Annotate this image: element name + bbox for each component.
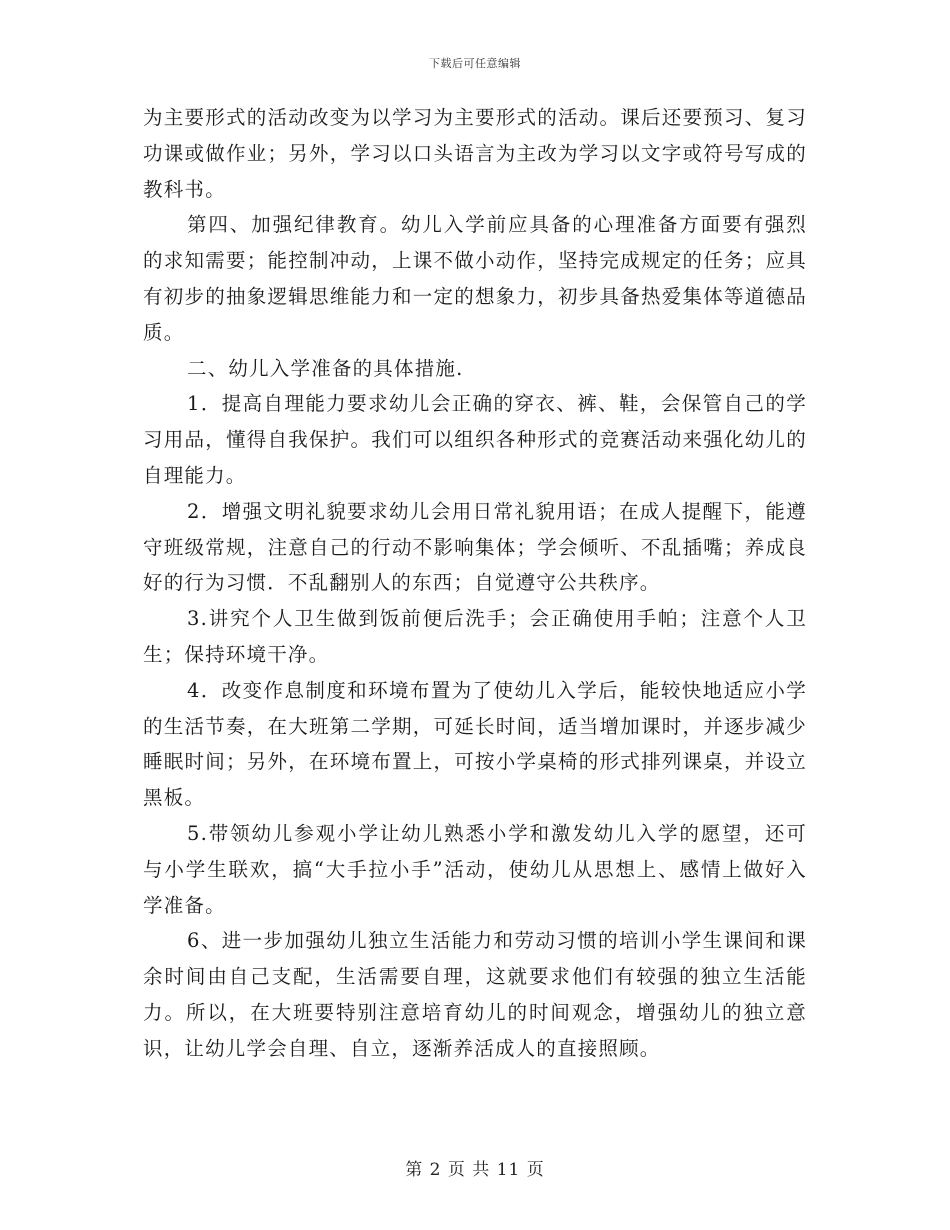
page-footer: 第 2 页 共 11 页 (405, 1160, 545, 1180)
paragraph-1: 为主要形式的活动改变为以学习为主要形式的活动。课后还要预习、复习功课或做作业；另外，学习以口头语言为主改为学习以文字或符号写成的教科书。 (143, 106, 807, 201)
paragraph-2: 第四、加强纪律教育。幼儿入学前应具备的心理准备方面要有强烈的求知需要；能控制冲动，上课不做小动作，坚持完成规定的任务；应具有初步的抽象逻辑思维能力和一定的想象力，初步具备热爱集体等道德品质。 (143, 213, 807, 344)
document-body (143, 100, 807, 1067)
paragraph-6: 3.讲究个人卫生做到饭前便后洗手；会正确使用手帕；注意个人卫生；保持环境干净。 (143, 607, 807, 666)
paragraph-9: 6、进一步加强幼儿独立生活能力和劳动习惯的培训小学生课间和课余时间由自己支配，生活需要自理，这就要求他们有较强的独立生活能力。所以，在大班要特别注意培育幼儿的时间观念，增强幼儿的独立意识，让幼儿学会自理、自立，逐渐养活成人的直接照顾。 (143, 929, 807, 1060)
header-note: 下载后可任意编辑 (429, 57, 521, 70)
paragraph-4: 1．提高自理能力要求幼儿会正确的穿衣、裤、鞋，会保管自己的学习用品，懂得自我保护。我们可以组织各种形式的竞赛活动来强化幼儿的自理能力。 (143, 392, 807, 487)
paragraph-8: 5.带领幼儿参观小学让幼儿熟悉小学和激发幼儿入学的愿望，还可与小学生联欢，搞“大手拉小手”活动，使幼儿从思想上、感情上做好入学准备。 (143, 821, 807, 917)
paragraph-5: 2．增强文明礼貌要求幼儿会用日常礼貌用语；在成人提醒下，能遵守班级常规，注意自己的行动不影响集体；学会倾听、不乱插嘴；养成良好的行为习惯．不乱翻别人的东西；自觉遵守公共秩序。 (143, 499, 807, 595)
paragraph-7: 4．改变作息制度和环境布置为了使幼儿入学后，能较快地适应小学的生活节奏，在大班第二学期，可延长时间，适当增加课时，并逐步减少睡眠时间；另外，在环境布置上，可按小学桌椅的形式排列课桌，并设立黑板。 (143, 678, 807, 810)
paragraph-3: 二、幼儿入学准备的具体措施. (187, 356, 464, 380)
